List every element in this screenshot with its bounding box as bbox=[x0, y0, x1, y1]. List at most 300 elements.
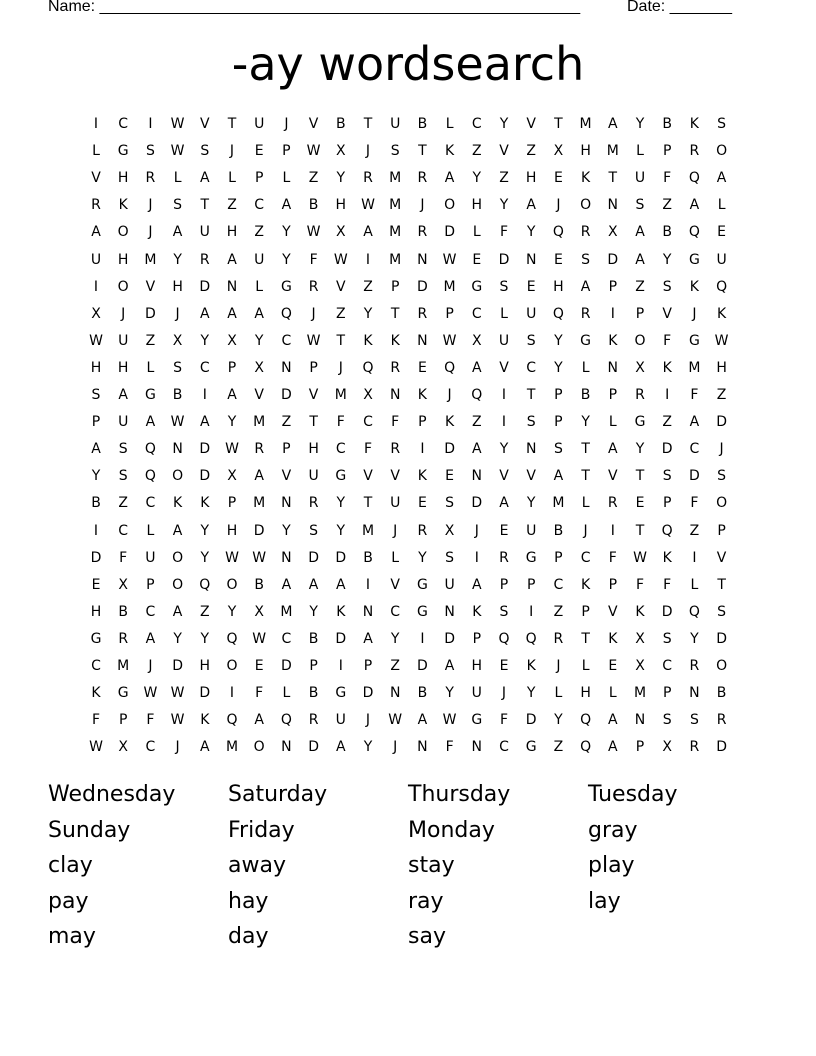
grid-letter: O bbox=[117, 278, 129, 295]
grid-letter: R bbox=[607, 495, 618, 512]
grid-letter: N bbox=[389, 387, 401, 403]
grid-letter: A bbox=[635, 251, 645, 268]
grid-letter: F bbox=[391, 414, 400, 431]
grid-letter: Y bbox=[635, 116, 645, 132]
grid-letter: K bbox=[717, 305, 727, 322]
grid-letter: F bbox=[255, 685, 264, 702]
grid-letter: X bbox=[444, 522, 455, 539]
grid-letter: N bbox=[417, 739, 428, 756]
grid-letter: B bbox=[662, 224, 672, 241]
grid-letter: C bbox=[471, 305, 482, 322]
grid-letter: R bbox=[390, 359, 401, 376]
grid-letter: S bbox=[499, 278, 509, 295]
grid-letter: A bbox=[227, 305, 237, 322]
grid-letter: Z bbox=[200, 603, 210, 620]
grid-letter: O bbox=[172, 576, 184, 593]
grid-letter: Y bbox=[499, 441, 509, 458]
grid-letter: P bbox=[717, 522, 726, 539]
grid-letter: Q bbox=[688, 170, 700, 187]
word-list-item: ray bbox=[408, 888, 444, 914]
grid-letter: J bbox=[393, 522, 398, 539]
grid-letter: G bbox=[471, 278, 483, 295]
grid-letter: B bbox=[716, 685, 727, 702]
grid-letter: B bbox=[254, 576, 264, 593]
grid-letter: G bbox=[117, 685, 129, 702]
grid-letter: U bbox=[634, 170, 646, 187]
grid-letter: Q bbox=[552, 305, 564, 322]
grid-letter: K bbox=[200, 495, 210, 512]
grid-letter: A bbox=[200, 305, 210, 322]
grid-letter: J bbox=[365, 143, 371, 160]
grid-letter: R bbox=[308, 712, 319, 729]
grid-letter: U bbox=[335, 712, 346, 729]
grid-letter: Y bbox=[200, 522, 210, 539]
grid-letter: G bbox=[471, 712, 483, 729]
grid-letter: A bbox=[472, 576, 482, 593]
grid-letter: N bbox=[281, 495, 292, 512]
grid-letter: P bbox=[390, 278, 400, 295]
grid-letter: K bbox=[173, 495, 183, 512]
grid-letter: P bbox=[472, 630, 482, 647]
grid-letter: A bbox=[363, 630, 373, 647]
grid-letter: U bbox=[390, 495, 401, 512]
grid-letter: W bbox=[170, 414, 185, 431]
grid-letter: N bbox=[172, 441, 183, 458]
word-list-item: lay bbox=[588, 888, 621, 914]
word-list-item: may bbox=[48, 924, 96, 950]
grid-letter: I bbox=[229, 685, 235, 702]
grid-letter: A bbox=[200, 414, 210, 431]
grid-letter: K bbox=[118, 197, 128, 214]
word-list-item: clay bbox=[48, 853, 93, 879]
grid-letter: S bbox=[662, 712, 672, 729]
grid-letter: I bbox=[692, 549, 697, 566]
grid-letter: O bbox=[253, 739, 265, 756]
grid-letter: Y bbox=[526, 685, 536, 702]
word-list-item: Tuesday bbox=[588, 782, 678, 807]
grid-letter: R bbox=[635, 387, 645, 403]
grid-letter: I bbox=[474, 549, 479, 566]
grid-letter: G bbox=[688, 332, 700, 349]
grid-letter: K bbox=[608, 630, 618, 647]
grid-letter: J bbox=[284, 116, 289, 132]
grid-letter: S bbox=[173, 197, 183, 214]
word-list-item: away bbox=[228, 853, 286, 879]
grid-letter: V bbox=[336, 278, 346, 295]
grid-letter: A bbox=[689, 414, 700, 431]
grid-letter: A bbox=[336, 576, 346, 593]
grid-letter: A bbox=[608, 712, 618, 729]
grid-letter: X bbox=[472, 332, 482, 349]
grid-letter: L bbox=[255, 278, 264, 295]
grid-letter: L bbox=[581, 658, 590, 674]
grid-letter: Y bbox=[336, 522, 346, 539]
grid-letter: F bbox=[635, 576, 645, 593]
grid-letter: P bbox=[608, 387, 618, 403]
grid-letter: A bbox=[363, 224, 373, 241]
grid-letter: X bbox=[635, 658, 645, 674]
grid-letter: A bbox=[526, 197, 536, 214]
grid-letter: A bbox=[472, 441, 482, 458]
grid-letter: F bbox=[663, 576, 672, 593]
grid-letter: B bbox=[308, 685, 319, 702]
grid-letter: U bbox=[390, 116, 401, 132]
grid-letter: D bbox=[444, 630, 455, 647]
grid-letter: R bbox=[499, 549, 509, 566]
grid-letter: Q bbox=[144, 468, 156, 485]
grid-letter: R bbox=[254, 441, 265, 458]
grid-letter: X bbox=[254, 359, 264, 376]
grid-letter: D bbox=[661, 603, 673, 620]
grid-letter: W bbox=[89, 332, 103, 349]
grid-letter: L bbox=[581, 359, 590, 376]
grid-letter: T bbox=[717, 576, 726, 593]
word-list-item: day bbox=[228, 924, 269, 950]
grid-letter: K bbox=[689, 116, 699, 132]
grid-letter: D bbox=[281, 387, 292, 403]
grid-letter: V bbox=[499, 468, 509, 485]
grid-letter: Q bbox=[280, 305, 292, 322]
grid-letter: V bbox=[662, 305, 672, 322]
grid-letter: Q bbox=[144, 441, 156, 458]
grid-letter: T bbox=[608, 170, 618, 187]
grid-letter: L bbox=[228, 170, 236, 187]
grid-letter: V bbox=[308, 116, 319, 132]
word-list-item: Saturday bbox=[228, 782, 328, 807]
grid-letter: Y bbox=[363, 305, 373, 322]
grid-letter: M bbox=[253, 414, 266, 431]
grid-letter: S bbox=[499, 603, 509, 620]
grid-letter: J bbox=[719, 441, 724, 458]
grid-letter: P bbox=[282, 441, 291, 458]
grid-letter: S bbox=[581, 251, 591, 268]
grid-letter: M bbox=[144, 251, 157, 268]
grid-letter: D bbox=[607, 251, 619, 268]
grid-letter: O bbox=[444, 197, 456, 214]
grid-letter: I bbox=[148, 116, 153, 132]
grid-letter: Y bbox=[581, 414, 590, 431]
grid-letter: N bbox=[226, 278, 238, 295]
grid-letter: Y bbox=[526, 495, 536, 512]
grid-letter: U bbox=[199, 224, 210, 241]
grid-letter: A bbox=[281, 197, 292, 214]
grid-letter: V bbox=[499, 359, 509, 376]
grid-letter: A bbox=[172, 224, 183, 241]
grid-letter: Y bbox=[91, 468, 101, 485]
grid-letter: M bbox=[389, 197, 402, 214]
grid-letter: C bbox=[118, 522, 129, 539]
grid-letter: M bbox=[579, 116, 592, 132]
grid-letter: G bbox=[580, 332, 592, 349]
grid-letter: Y bbox=[336, 495, 346, 512]
grid-letter: S bbox=[445, 495, 455, 512]
grid-letter: W bbox=[388, 712, 403, 729]
grid-letter: X bbox=[635, 359, 645, 376]
grid-letter: Y bbox=[173, 251, 182, 268]
grid-letter: B bbox=[363, 549, 373, 566]
grid-letter: V bbox=[200, 116, 210, 132]
grid-letter: S bbox=[118, 468, 128, 485]
grid-letter: J bbox=[556, 658, 561, 674]
grid-letter: L bbox=[445, 116, 454, 132]
grid-letter: A bbox=[91, 224, 101, 241]
grid-letter: Q bbox=[525, 630, 537, 647]
grid-letter: A bbox=[444, 170, 455, 187]
grid-letter: Z bbox=[227, 197, 237, 214]
grid-letter: I bbox=[665, 387, 670, 403]
grid-letter: H bbox=[308, 441, 319, 458]
grid-letter: D bbox=[199, 685, 211, 702]
grid-letter: N bbox=[444, 603, 455, 620]
grid-letter: S bbox=[635, 197, 645, 214]
grid-letter: E bbox=[417, 495, 427, 512]
grid-letter: U bbox=[118, 414, 129, 431]
grid-letter: Z bbox=[363, 278, 373, 295]
grid-letter: Y bbox=[662, 251, 672, 268]
grid-letter: D bbox=[417, 658, 428, 674]
page-title: -ay wordsearch bbox=[231, 37, 585, 91]
grid-letter: H bbox=[226, 224, 238, 241]
grid-letter: U bbox=[145, 549, 156, 566]
grid-letter: Z bbox=[716, 387, 727, 403]
grid-letter: Q bbox=[688, 603, 700, 620]
grid-letter: U bbox=[254, 116, 265, 132]
grid-letter: K bbox=[445, 414, 455, 431]
grid-letter: U bbox=[254, 251, 265, 268]
grid-letter: C bbox=[390, 603, 401, 620]
grid-letter: S bbox=[145, 143, 155, 160]
grid-letter: P bbox=[581, 603, 590, 620]
grid-letter: L bbox=[581, 495, 590, 512]
grid-letter: A bbox=[608, 116, 618, 132]
grid-letter: N bbox=[471, 739, 483, 756]
grid-letter: Q bbox=[716, 278, 728, 295]
grid-letter: D bbox=[689, 468, 700, 485]
grid-letter: N bbox=[607, 359, 619, 376]
grid-letter: H bbox=[580, 143, 591, 160]
grid-letter: Q bbox=[580, 712, 592, 729]
grid-letter: Y bbox=[227, 414, 237, 431]
grid-letter: W bbox=[714, 332, 729, 349]
grid-letter: U bbox=[498, 332, 510, 349]
grid-letter: S bbox=[689, 712, 699, 729]
grid-letter: C bbox=[145, 603, 156, 620]
grid-letter: V bbox=[608, 468, 618, 485]
grid-letter: W bbox=[633, 549, 647, 566]
grid-letter: R bbox=[716, 712, 727, 729]
grid-letter: K bbox=[581, 576, 591, 593]
grid-letter: E bbox=[499, 658, 509, 674]
grid-letter: H bbox=[117, 359, 129, 376]
grid-letter: K bbox=[526, 658, 536, 674]
grid-letter: D bbox=[444, 441, 455, 458]
grid-letter: K bbox=[363, 332, 373, 349]
grid-letter: C bbox=[553, 576, 564, 593]
grid-letter: W bbox=[143, 685, 158, 702]
grid-letter: X bbox=[336, 143, 346, 160]
grid-letter: L bbox=[92, 143, 100, 160]
grid-letter: W bbox=[333, 251, 348, 268]
grid-letter: Z bbox=[254, 224, 264, 241]
grid-letter: F bbox=[690, 387, 699, 403]
grid-letter: K bbox=[91, 685, 101, 702]
grid-letter: W bbox=[170, 143, 185, 160]
grid-letter: R bbox=[308, 495, 319, 512]
grid-letter: Z bbox=[472, 143, 482, 160]
grid-letter: G bbox=[688, 251, 700, 268]
grid-letter: A bbox=[472, 359, 482, 376]
grid-letter: W bbox=[225, 549, 239, 566]
grid-letter: A bbox=[499, 495, 509, 512]
grid-letter: Y bbox=[173, 630, 182, 647]
grid-letter: E bbox=[553, 251, 563, 268]
grid-letter: X bbox=[172, 332, 183, 349]
grid-letter: M bbox=[389, 251, 402, 268]
grid-letter: H bbox=[525, 170, 537, 187]
grid-letter: A bbox=[281, 576, 292, 593]
grid-letter: G bbox=[335, 468, 347, 485]
grid-letter: E bbox=[91, 576, 101, 593]
grid-letter: S bbox=[91, 387, 101, 403]
grid-letter: I bbox=[501, 387, 507, 403]
grid-letter: O bbox=[117, 224, 129, 241]
grid-letter: R bbox=[417, 305, 428, 322]
grid-letter: I bbox=[529, 603, 534, 620]
grid-letter: W bbox=[442, 332, 457, 349]
grid-letter: P bbox=[445, 305, 454, 322]
grid-letter: S bbox=[173, 359, 183, 376]
grid-letter: R bbox=[417, 522, 428, 539]
grid-letter: T bbox=[635, 468, 645, 485]
grid-letter: C bbox=[91, 658, 101, 674]
grid-letter: D bbox=[308, 549, 319, 566]
grid-letter: A bbox=[172, 522, 183, 539]
grid-letter: P bbox=[227, 495, 237, 512]
grid-letter: R bbox=[689, 739, 700, 756]
grid-letter: C bbox=[254, 197, 265, 214]
grid-letter: E bbox=[553, 170, 563, 187]
grid-letter: W bbox=[306, 332, 321, 349]
grid-letter: Z bbox=[662, 414, 672, 431]
grid-letter: A bbox=[308, 576, 319, 593]
grid-letter: U bbox=[444, 576, 455, 593]
grid-letter: E bbox=[717, 224, 727, 241]
grid-letter: Q bbox=[688, 224, 700, 241]
grid-letter: J bbox=[148, 658, 153, 674]
grid-letter: Q bbox=[498, 630, 510, 647]
grid-letter: S bbox=[118, 441, 128, 458]
grid-letter: G bbox=[335, 685, 347, 702]
grid-letter: W bbox=[225, 441, 239, 458]
grid-letter: E bbox=[445, 468, 455, 485]
grid-letter: T bbox=[227, 116, 237, 132]
grid-letter: V bbox=[608, 603, 618, 620]
grid-letter: G bbox=[117, 143, 129, 160]
grid-letter: D bbox=[417, 278, 428, 295]
grid-letter: R bbox=[363, 170, 373, 187]
grid-letter: C bbox=[281, 332, 292, 349]
grid-letter: H bbox=[335, 197, 347, 214]
grid-letter: D bbox=[661, 441, 673, 458]
grid-letter: B bbox=[580, 387, 591, 403]
grid-letter: R bbox=[417, 224, 428, 241]
grid-letter: C bbox=[689, 441, 700, 458]
grid-letter: N bbox=[417, 251, 428, 268]
grid-letter: I bbox=[93, 278, 99, 295]
grid-letter: R bbox=[689, 143, 700, 160]
grid-letter: U bbox=[471, 685, 482, 702]
grid-letter: C bbox=[335, 441, 346, 458]
grid-letter: Z bbox=[689, 522, 700, 539]
grid-letter: N bbox=[471, 468, 483, 485]
grid-letter: K bbox=[472, 603, 482, 620]
grid-letter: K bbox=[445, 143, 455, 160]
grid-letter: N bbox=[362, 603, 374, 620]
grid-letter: M bbox=[606, 143, 619, 160]
grid-letter: X bbox=[118, 739, 128, 756]
grid-letter: F bbox=[690, 495, 699, 512]
grid-letter: P bbox=[554, 387, 563, 403]
grid-letter: D bbox=[335, 549, 347, 566]
grid-letter: B bbox=[172, 387, 183, 403]
grid-letter: F bbox=[91, 712, 101, 729]
grid-letter: P bbox=[635, 739, 645, 756]
grid-letter: W bbox=[252, 630, 267, 647]
grid-letter: N bbox=[417, 332, 428, 349]
grid-letter: Z bbox=[499, 170, 509, 187]
grid-letter: C bbox=[145, 739, 156, 756]
grid-letter: P bbox=[526, 576, 536, 593]
grid-letter: Y bbox=[554, 332, 563, 349]
grid-letter: X bbox=[635, 630, 645, 647]
grid-letter: D bbox=[716, 414, 727, 431]
grid-letter: A bbox=[608, 441, 618, 458]
grid-letter: S bbox=[717, 603, 727, 620]
grid-letter: F bbox=[499, 224, 509, 241]
grid-letter: D bbox=[199, 468, 211, 485]
grid-letter: M bbox=[361, 522, 375, 539]
grid-letter: X bbox=[118, 576, 128, 593]
grid-letter: U bbox=[118, 332, 129, 349]
grid-letter: L bbox=[146, 522, 155, 539]
grid-letter: G bbox=[525, 549, 537, 566]
grid-letter: P bbox=[118, 712, 128, 729]
grid-letter: O bbox=[172, 468, 184, 485]
grid-letter: X bbox=[227, 468, 237, 485]
grid-letter: F bbox=[445, 739, 454, 756]
grid-letter: Q bbox=[199, 576, 211, 593]
grid-letter: X bbox=[363, 387, 373, 403]
grid-letter: N bbox=[281, 739, 292, 756]
grid-letter: P bbox=[662, 685, 672, 702]
grid-letter: V bbox=[145, 278, 156, 295]
grid-letter: N bbox=[281, 359, 292, 376]
grid-letter: Q bbox=[661, 522, 673, 539]
grid-letter: M bbox=[443, 278, 456, 295]
grid-letter: E bbox=[635, 495, 645, 512]
grid-letter: W bbox=[89, 739, 103, 756]
grid-letter: A bbox=[336, 739, 346, 756]
grid-letter: D bbox=[444, 224, 455, 241]
grid-letter: Y bbox=[282, 251, 291, 268]
grid-letter: Y bbox=[363, 739, 373, 756]
grid-letter: Z bbox=[390, 658, 400, 674]
grid-letter: C bbox=[281, 630, 292, 647]
grid-letter: X bbox=[227, 332, 237, 349]
grid-letter: K bbox=[581, 170, 591, 187]
date-field-label: Date: _______ bbox=[627, 0, 732, 15]
grid-letter: Z bbox=[118, 495, 128, 512]
